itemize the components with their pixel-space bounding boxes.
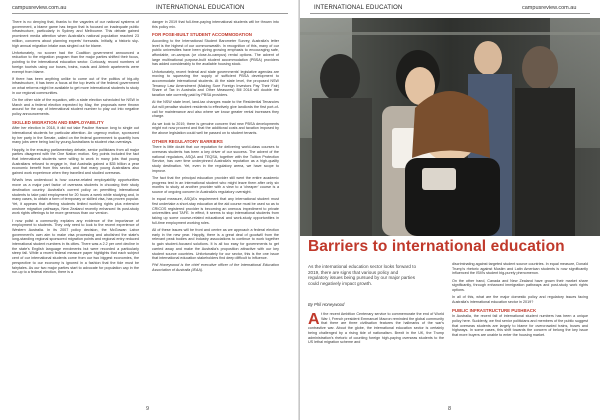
article-intro: As the international education sector looks forward to 2019, there are signs that various policy and regulatory issues being pursued by our major parties could negatively impact growth. <box>308 264 417 286</box>
subheading: FOR POSE-BUILT STUDENT ACCOMMODATION <box>152 32 252 38</box>
right-section-title: INTERNATIONAL EDUCATION <box>314 5 403 11</box>
left-column-1 <box>12 20 139 277</box>
drop-cap: A <box>308 311 320 328</box>
paragraph: I now pollst a community explains any evidence of the importance of employment to students. They only need to look to the recent experience of Western Australia. In its 2007 policy decision, the McGowan Labor government's own aim to make visa processing and abolished the state's long-standing regional sponsored migration points and regional entry reduced international student numbers in its cities. There was a 2.2 per cent decline in the state's English language enrolments but were recorded a particularly steep fall. While a recent federal measure paper highlights that each subject cent of our international students come from our two biggest economies, the perspective to our economy is ignored in a fashion that the tide must be fairytales. As our two major parties start to advocate for population cap in the run-up to a federal election, there is a <box>12 218 139 275</box>
paragraph: Unfortunately, no sooner had the Coalition government announced a reduction to the migration program than the major parties shifted their focus, pointing to the international education sector. Curiously, record numbers of foreign tourists using our buses, trains, roads and Airbnb apartments were exempt from blame. <box>12 50 139 74</box>
subheading: OTHER REGULATORY BARRIERS <box>152 138 223 144</box>
paragraph: Unfortunately, recent federal and state governments' legislative agendas are moving to squeezing the supply of sufficient PBSA development to accommodate international students. At the state level, the proposed NSW Tenancy Law Amendment (Making Sure Foreign Investors Pay Their Fair) Share of Tax in Australia and Other Measures) Bill 2018 will double the taxation rate currently paid by PBSA providers. <box>152 69 279 98</box>
left-site-url: campusreview.com.au <box>12 5 67 11</box>
paragraph: On the other hand, Canada and New Zealand have grown their market share significantly, through enhanced immigration pathways and post-study work rights options. <box>452 278 588 293</box>
subheading: PUBLIC INFRASTRUCTURE PUSHBACK <box>452 307 537 313</box>
right-site-url: campusreview.com.au <box>522 5 577 11</box>
subheading: SKILLED MIGRATION AND EMPLOYABILITY <box>12 119 104 125</box>
paragraph: Happily, in the ensuing parliamentary debate, senior politicians from all major parties disagreed with the One Nation motion. Key points included the fact that international students were willing to work in many jobs that young Australians refused to engage in, that Australia gained a $35 billion a year economic benefit from this sector, and that many young Australians also gained work experience when they travelled and studied overseas. <box>12 147 139 176</box>
paragraph: The fact that the principal education provider still went the entire academic progress test in an international student who might leave them after only six months to study at another provider with a view to a 'cheaper' course is a source of ongoing concern in Australia's regulatory oversight. <box>152 175 279 195</box>
left-header-rule <box>12 13 288 14</box>
left-page-number: 9 <box>146 406 150 412</box>
right-page <box>300 0 600 420</box>
right-column-2 <box>452 262 588 340</box>
paragraph: According to the International Student Barometer Survey, Australia's letter level is the highest of our commonwealth. In recognition of this, many of our public universities have been giving growing emphasis to encouraging safe, affordable, on-campus (or close-to-campus) rental options. The advent of large multinational purpose-built student accommodation (PBSA) providers has added considerably to the available housing stock. <box>152 38 279 67</box>
paragraph: In all of this, what are the major domestic policy and regulatory issues facing Australia's international education sector in 2019? <box>452 295 588 304</box>
paragraph: There is no denying that, thanks to the vagaries of our national systems of government, a blame game has begun that is focused on inadequate public infrastructure, particularly in Sydney and Melbourne. This debate gained prominent media attention when Australia's national population reached 23 million, concerns about planning experts' forecasts. Initially, a historic sky-high annual migration intake was singled out for blame. <box>12 20 139 48</box>
paragraph: All of these issues will be front and centre as we approach a federal election early in the new year. Happily, there is a great deal of goodwill from the relevant peak bodies and industry associations to continue to work together to gain student-focused solutions. It is all too easy for governments to get carried away and make the Australia's proposition attractive with our key student source countries. Unfortunately for our sector, this is the one issue that international education stakeholders find deep difficult to influence. <box>152 228 279 261</box>
paragraph: If there has been anything unlike to come out of the politics of big-city infrastructure, it has been a focus at the top levels of the federal government on what reforms might be available to get more international students to study in our regional communities. <box>12 76 139 95</box>
paragraph: At the NSW state level, land-tax changes made to the Residential Tenancies Act will penalise student residents to effectively give landlords the first port-of-call for maintenance and also where we know greater rental increases they charge. <box>152 100 279 119</box>
commuter-train-photo <box>300 18 600 236</box>
article-byline: By Phil Honeywood <box>308 302 345 307</box>
paragraph: As we look to 2019, there is genuine concern that new PBSA developments might not now proceed and that the additional costs and taxation imposed by the above legislation could well be passed on to student tenants. <box>152 121 279 136</box>
paragraph-text: t the recent Ambition Centenary service to commemorate the end of World War I, French president Emmanuel Macron reminded the global community that there are three civilisation features the hallmarks of the war's contrastive war. About the globe, the international education sector is certainly being challenged by a rising tide of nationalism. Brexit in the UK, the Trump administration's rhetoric of counting foreign high-paying overseas students to the US lethal migration scheme and <box>308 312 444 345</box>
paragraph: There is little doubt that our reputation for delivering world-class courses to overseas students has been a key driver of our success. The advent of the national regulators, ASQA and TEQSA, together with the Tuition Protection Service, has over time underpinned Australia's reputation as a high-quality study destination. Yet, even in the regulatory arena, we have scope to improve. <box>152 145 279 173</box>
paragraph: On the other side of the equation, with a state election scheduled for NSW in March and a federal election expected by May, the proposals were thrown around for the cap of international student number to play out into negative policy announcements. <box>12 98 139 117</box>
paragraph: What's less understood is how course-related employability opportunities move us a major part factor of overseas students in choosing their study destination country. Australia's current policy on permitting international students to take paid employment for 20 hours a week while studying and, in many cases, to obtain a form of temporary or skilled visa, has proven popular. Yet, it appears that offering students limited working rights plus extensive onshore migration pathways, New Zealand recently enhanced its post-study work rights offerings to be more generous than our version. <box>12 178 139 216</box>
paragraph: After her election in 2018, it did not take Pauline Hanson long to single out international students for particular attention. An urgency motion, sponsored by her party in the Senate, called on the federal government to quantify how many jobs were being lost by young Australians to student visa overstays. <box>12 126 139 145</box>
paragraph: discriminating against targeted student source countries. In equal measure, Donald Trump's rhetoric against Muslim and Latin American students is now significantly influenced the ISM's student big-purely phenomenon. <box>452 262 588 276</box>
paragraph: In equal measure, ASQA's requirement that any international student must first undertake a short-stay education at the aid course must be used so as to CRICOS registered provider is becoming an onerous impediment to private universities and TAFE. In effect, it seems to stop international students from taking up some course-related educational and work-study opportunities in full-time employment working roles. <box>152 197 279 225</box>
paragraph <box>308 312 444 345</box>
paragraph: danger in 2019 that full-time-paying international students will be thrown into this policy mix. <box>152 20 279 29</box>
article-headline: Barriers to international education <box>308 238 565 255</box>
left-section-title: INTERNATIONAL EDUCATION <box>156 5 245 11</box>
left-column-2 <box>152 20 279 275</box>
right-header-rule <box>310 13 590 14</box>
right-page-number: 8 <box>448 406 452 412</box>
train-photo-illustration <box>300 18 600 236</box>
author-note: Phil Honeywood is the chief executive officer of the International Education Association of Australia (IEAA). <box>152 263 279 273</box>
paragraph: In Australia, the recent fall of international student numbers has been a unique policy here. Suddenly, we find senior politicians and members of the public suggest that overseas students are largely to blame for overcrowded trains, buses and highways. In some cases, this shift towards the concern of belong the key issue that more buyers are unable to enter the housing market. <box>452 314 588 337</box>
right-column-1 <box>308 312 444 347</box>
